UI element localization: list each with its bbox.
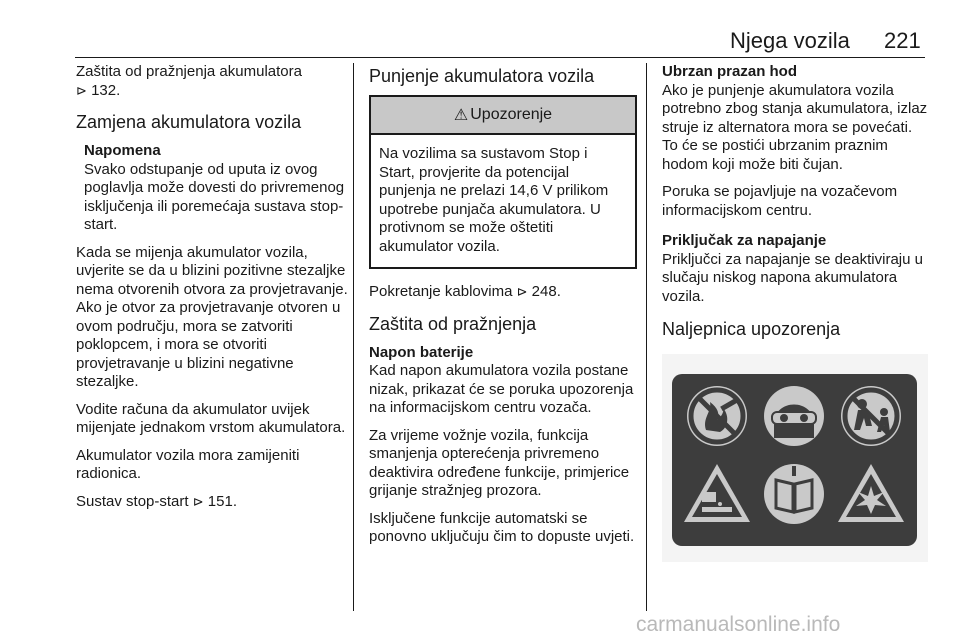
section-heading-charging: Punjenje akumulatora vozila [369, 66, 595, 86]
column-2 [369, 63, 637, 556]
warning-triangle-icon: ⚠ [453, 104, 469, 124]
section-heading-warning-label: Naljepnica upozorenja [662, 319, 841, 339]
column-divider-right [646, 63, 647, 611]
header-rule [75, 57, 925, 58]
arrow-ref-icon: ⊳ [516, 285, 528, 300]
battery-voltage-block [369, 344, 637, 418]
jump-start-reference [369, 283, 637, 303]
paragraph-message: Poruka se pojavljuje na vozačevom informacijskom centru. [662, 183, 898, 219]
section-heading-discharge-protection: Zaštita od pražnjenja [369, 313, 537, 334]
paragraph-vent: Kada se mijenja akumulator vozila, uvjerite se da u blizini pozitivne stezaljke nema otvorenih otvora za provjetravanje. Ako je otvor za provjetravanje otvoren u ovom području, mora se zatvoriti poklopcem, i mora se otvoriti provjetravanje u blizini negativne stezaljke. [76, 243, 348, 390]
jump-start-text: Pokretanje kablovima [369, 283, 513, 300]
battery-warning-label-image [662, 354, 928, 562]
note-title: Napomena [84, 142, 161, 159]
section-heading-battery-replacement: Zamjena akumulatora vozila [76, 112, 302, 132]
power-outlet-block [662, 232, 928, 306]
warning-title: Upozorenje [470, 105, 553, 123]
arrow-ref-icon: ⊳ [192, 494, 204, 510]
ref-text: Zaštita od pražnjenja akumulatora [76, 63, 302, 80]
warning-header [371, 97, 635, 135]
no-fire-icon [687, 386, 747, 446]
note-block [76, 142, 348, 235]
voltage-text: Kad napon akumulatora vozila postane nizak, prikazat će se poruka upozorenja na informacijskom centru vozača. [369, 362, 634, 416]
stop-start-reference [76, 493, 348, 513]
cross-reference [76, 63, 348, 101]
fast-idle-text: Ako je punjenje akumulatora vozila potrebno zbog stanja akumulatora, izlaz struje iz alternatora mora se povećati. To će se postići ubrzanim praznim hodom koji može biti čujan. [662, 81, 928, 173]
arrow-ref-icon: ⊳ [76, 83, 87, 99]
page-header-title: Njega vozila [730, 28, 850, 53]
warning-box [369, 95, 637, 269]
warning-label-svg [662, 354, 928, 562]
stop-start-page-link[interactable]: 151. [207, 492, 237, 510]
ref-page-link[interactable]: 132. [91, 81, 121, 99]
subheading-fast-idle: Ubrzan prazan hod [662, 63, 798, 80]
paragraph-same-type: Vodite računa da akumulator uvijek mijenjate jednakom vrstom akumulatora. [76, 400, 346, 436]
paragraph-workshop: Akumulator vozila mora zamijeniti radionica. [76, 446, 300, 482]
page-number: 221 [884, 28, 921, 53]
stop-start-text: Sustav stop-start [76, 492, 189, 510]
fast-idle-block [662, 63, 928, 174]
watermark: carmanualsonline.info [636, 613, 841, 636]
column-1 [76, 63, 348, 521]
warning-text: Na vozilima sa sustavom Stop i Start, provjerite da potencijal punjenja ne prelazi 14,6 V prilikom upotrebe punjača akumulatora. U protivnom se može oštetiti akumulator vozila. [379, 145, 609, 255]
subheading-power-outlet: Priključak za napajanje [662, 232, 827, 249]
jump-start-page-link[interactable]: 248. [531, 283, 561, 300]
paragraph-load-shedding: Za vrijeme vožnje vozila, funkcija smanjenja opterećenja privremeno deaktivira određene funkcije, primjerice grijanje stražnjeg prozora. [369, 426, 630, 499]
note-text: Svako odstupanje od uputa iz ovog poglavlja može dovesti do privremenog isključenja ili poremećaja sustava stop-start. [84, 160, 345, 233]
column-divider-left [353, 63, 354, 611]
power-outlet-text: Priključci za napajanje se deaktiviraju u slučaju niskog napona akumulatora vozila. [662, 250, 923, 305]
keep-children-away-icon [841, 386, 901, 446]
read-manual-icon [764, 464, 824, 524]
subheading-battery-voltage: Napon baterije [369, 343, 474, 361]
paragraph-reactivation: Isključene funkcije automatski se ponovno uključuju čim to dopuste uvjeti. [369, 509, 635, 545]
column-3 [662, 63, 928, 562]
eye-protection-icon [764, 386, 824, 446]
